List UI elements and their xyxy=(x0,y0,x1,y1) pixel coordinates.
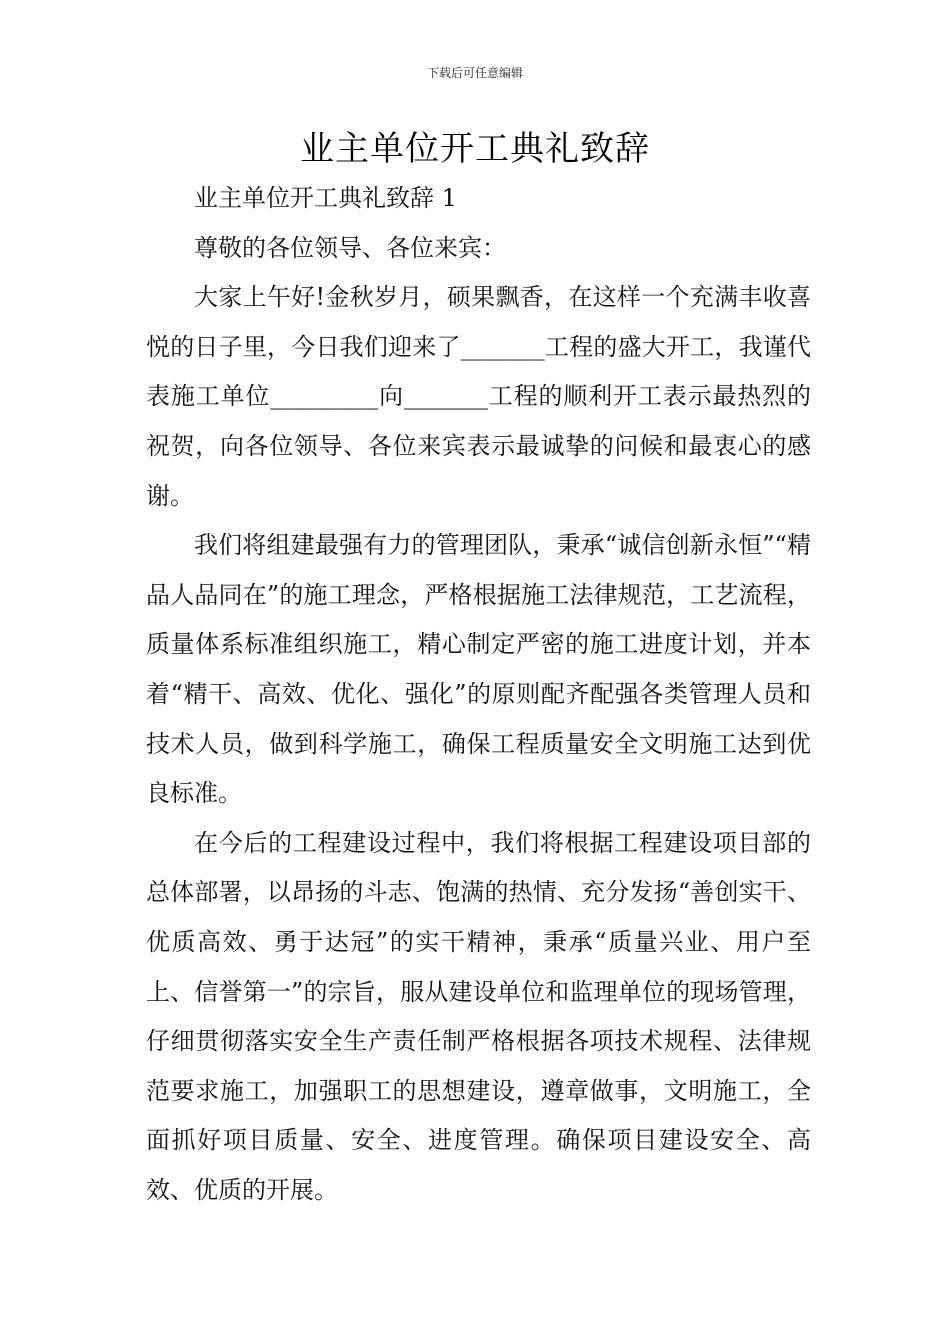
document-title: 业主单位开工典礼致辞 xyxy=(300,129,650,169)
body-paragraph: 我们将组建最强有力的管理团队，秉承“诚信创新永恒”“精品人品同在”的施工理念，严格根据施工法律规范，工艺流程，质量体系标准组织施工，精心制定严密的施工进度计划，并本着“精干、高效、优化、强化”的原则配齐配强各类管理人员和技术人员，做到科学施工，确保工程质量安全文明施工达到优良标准。 xyxy=(146,531,811,808)
document-body xyxy=(146,174,811,1215)
body-paragraph: 在今后的工程建设过程中，我们将根据工程建设项目部的总体部署，以昂扬的斗志、饱满的热情、充分发扬“善创实干、优质高效、勇于达冠”的实干精神，秉承“质量兴业、用户至上、信誉第一”的宗旨，服从建设单位和监理单位的现场管理，仔细贯彻落实安全生产责任制严格根据各项技术规程、法律规范要求施工，加强职工的思想建设，遵章做事，文明施工，全面抓好项目质量、安全、进度管理。确保项目建设安全、高效、优质的开展。 xyxy=(146,828,811,1204)
salutation: 尊敬的各位领导、各位来宾： xyxy=(194,233,506,262)
header-note: 下载后可任意编辑 xyxy=(426,66,523,80)
body-paragraph: 大家上午好!金秋岁月，硕果飘香，在这样一个充满丰收喜悦的日子里，今日我们迎来了_______工程的盛大开工，我谨代表施工单位_________向_______工程的顺利开工表示最热烈的祝贺，向各位领导、各位来宾表示最诚挚的问候和最衷心的感谢。 xyxy=(146,283,811,510)
section-heading: 业主单位开工典礼致辞 1 xyxy=(194,184,457,212)
